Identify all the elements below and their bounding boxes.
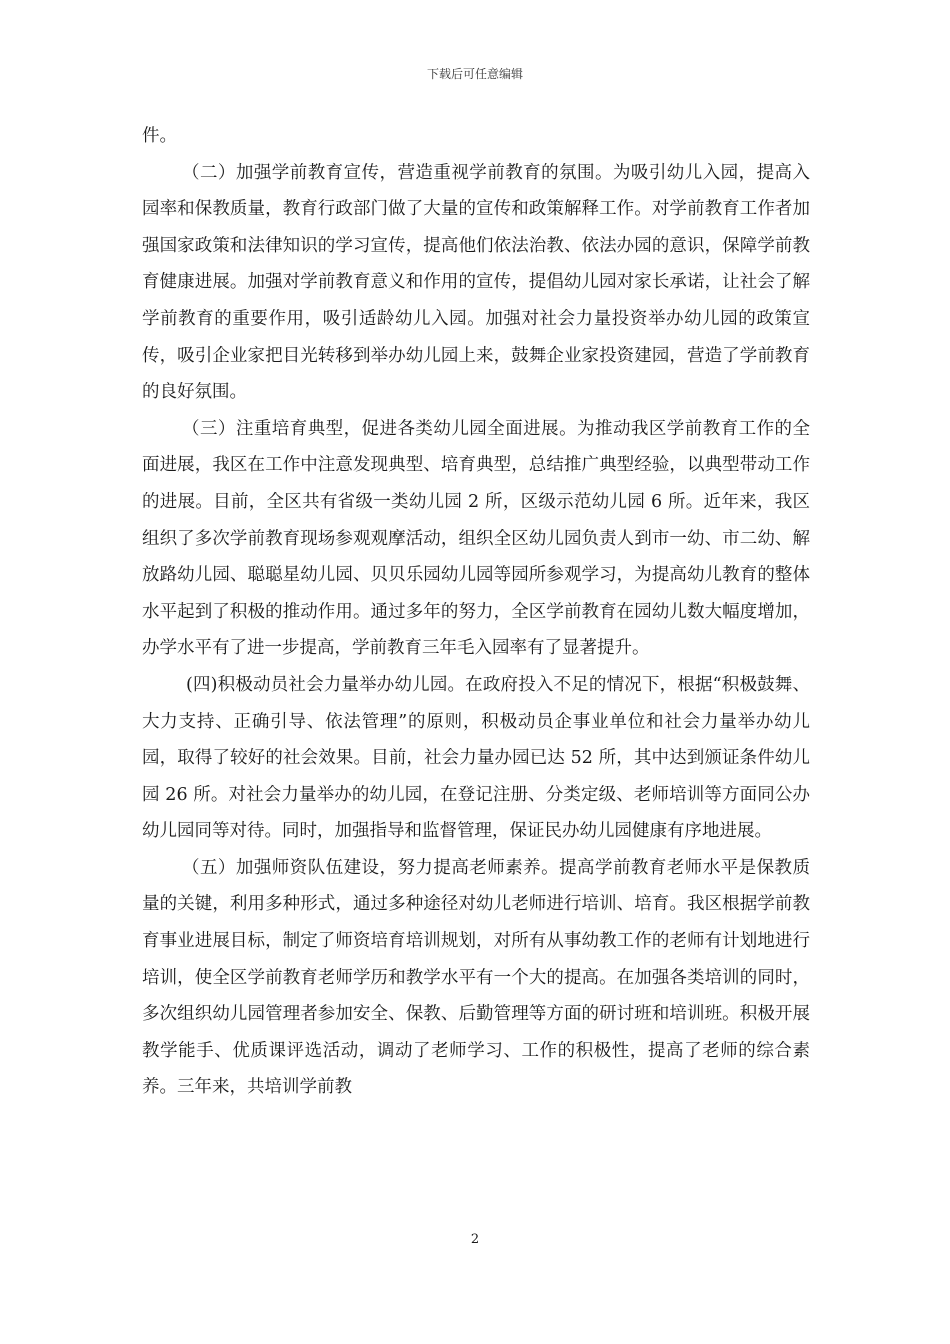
- paragraph-section-4: (四)积极动员社会力量举办幼儿园。在政府投入不足的情况下，根据“积极鼓舞、大力支持、正确引导、依法管理”的原则，积极动员企事业单位和社会力量举办幼儿园，取得了较好的社会效果。目前，社会力量办园已达 52 所，其中达到颁证条件幼儿园 26 所。对社会力量举办的幼儿园，在登记注册、分类定级、老师培训等方面同公办幼儿园同等对待。同时，加强指导和监督管理，保证民办幼儿园健康有序地进展。: [142, 674, 810, 842]
- page-number: 2: [470, 1232, 480, 1247]
- paragraph-section-2: （二）加强学前教育宣传，营造重视学前教育的氛围。为吸引幼儿入园，提高入园率和保教质量，教育行政部门做了大量的宣传和政策解释工作。对学前教育工作者加强国家政策和法律知识的学习宣传，提高他们依法治教、依法办园的意识，保障学前教育健康进展。加强对学前教育意义和作用的宣传，提倡幼儿园对家长承诺，让社会了解学前教育的重要作用，吸引适龄幼儿入园。加强对社会力量投资举办幼儿园的政策宣传，吸引企业家把目光转移到举办幼儿园上来，鼓舞企业家投资建园，营造了学前教育的良好氛围。: [142, 162, 810, 403]
- page-header: 下载后可任意编辑: [426, 67, 523, 81]
- paragraph-continuation: 件。: [142, 126, 177, 146]
- paragraph-section-5: （五）加强师资队伍建设，努力提高老师素养。提高学前教育老师水平是保教质量的关键，利用多种形式，通过多种途径对幼儿老师进行培训、培育。我区根据学前教育事业进展目标，制定了师资培育培训规划，对所有从事幼教工作的老师有计划地进行培训，使全区学前教育老师学历和教学水平有一个大的提高。在加强各类培训的同时，多次组织幼儿园管理者参加安全、保教、后勤管理等方面的研讨班和培训班。积极开展教学能手、优质课评选活动，调动了老师学习、工作的积极性，提高了老师的综合素养。三年来，共培训学前教: [142, 857, 810, 1098]
- paragraph-section-3: （三）注重培育典型，促进各类幼儿园全面进展。为推动我区学前教育工作的全面进展，我区在工作中注意发现典型、培育典型，总结推广典型经验，以典型带动工作的进展。目前，全区共有省级一类幼儿园 2 所，区级示范幼儿园 6 所。近年来，我区组织了多次学前教育现场参观观摩活动，组织全区幼儿园负责人到市一幼、市二幼、解放路幼儿园、聪聪星幼儿园、贝贝乐园幼儿园等园所参观学习，为提高幼儿教育的整体水平起到了积极的推动作用。通过多年的努力，全区学前教育在园幼儿数大幅度增加，办学水平有了进一步提高，学前教育三年毛入园率有了显著提升。: [142, 418, 810, 659]
- document-body: [142, 118, 810, 1106]
